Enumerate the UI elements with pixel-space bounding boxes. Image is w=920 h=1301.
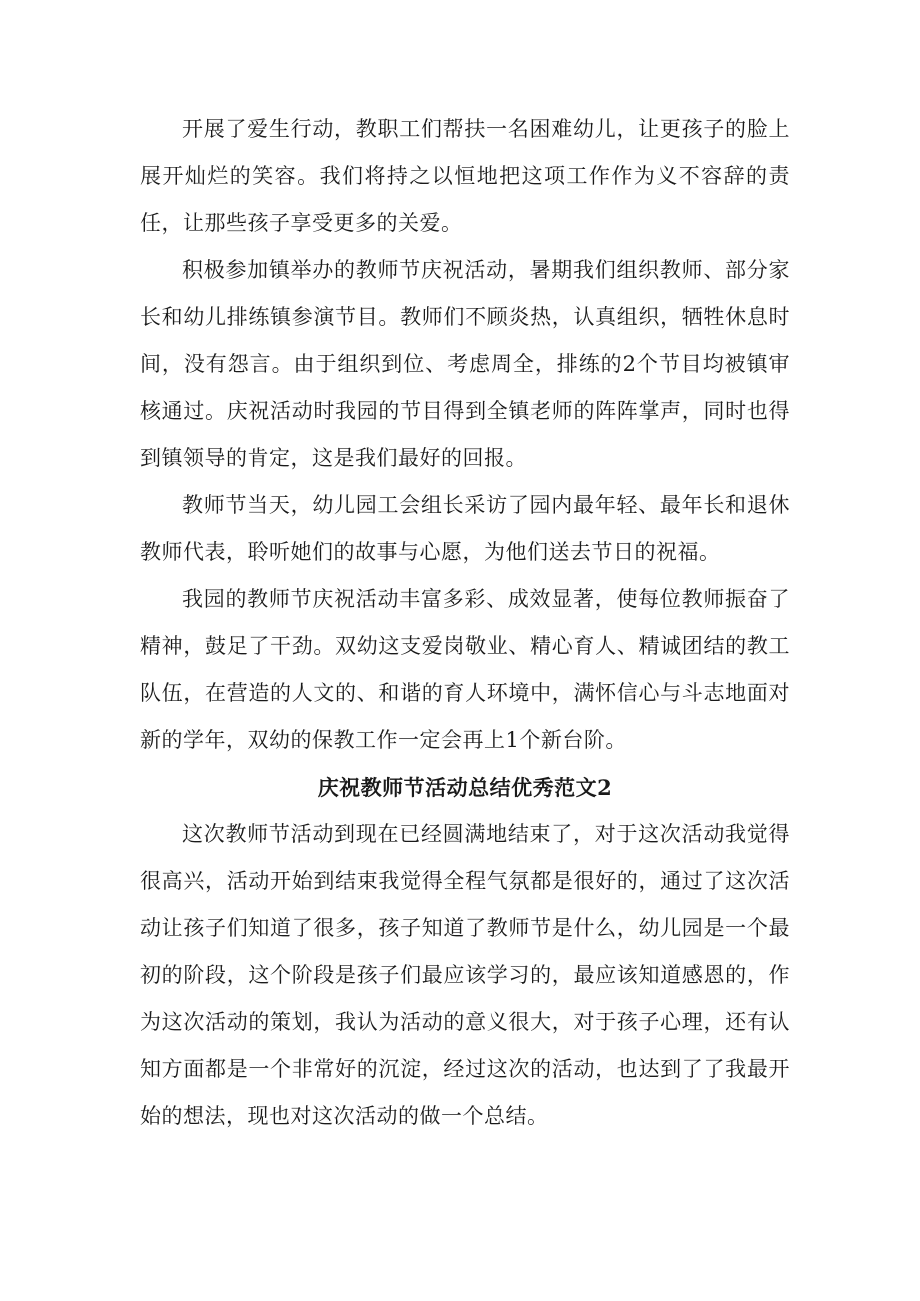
paragraph-care-action: 开展了爱生行动，教职工们帮扶一名困难幼儿，让更孩子的脸上展开灿烂的笑容。我们将持之以恒地把这项工作作为义不容辞的责任，让那些孩子享受更多的关爱。 <box>140 117 790 235</box>
paragraph-summary: 我园的教师节庆祝活动丰富多彩、成效显著，使每位教师振奋了精神，鼓足了干劲。双幼这支爱岗敬业、精心育人、精诚团结的教工队伍，在营造的人文的、和谐的育人环境中，满怀信心与斗志地面对新的学年，双幼的保教工作一定会再上1个新台阶。 <box>140 587 790 752</box>
section-heading: 庆祝教师节活动总结优秀范文2 <box>317 775 613 800</box>
document-body <box>140 106 790 1140</box>
paragraph-teacher-interviews: 教师节当天，幼儿园工会组长采访了园内最年轻、最年长和退休教师代表，聆听她们的故事与心愿，为他们送去节日的祝福。 <box>140 493 790 564</box>
paragraph-activity-review: 这次教师节活动到现在已经圆满地结束了，对于这次活动我觉得很高兴，活动开始到结束我觉得全程气氛都是很好的，通过了这次活动让孩子们知道了很多，孩子知道了教师节是什么，幼儿园是一个最初的阶段，这个阶段是孩子们最应该学习的，最应该知道感恩的，作为这次活动的策划，我认为活动的意义很大，对于孩子心理，还有认知方面都是一个非常好的沉淀，经过这次的活动，也达到了了我最开始的想法，现也对这次活动的做一个总结。 <box>140 822 790 1128</box>
paragraph-celebration-rehearsal: 积极参加镇举办的教师节庆祝活动，暑期我们组织教师、部分家长和幼儿排练镇参演节目。教师们不顾炎热，认真组织，牺牲休息时间，没有怨言。由于组织到位、考虑周全，排练的2个节目均被镇审核通过。庆祝活动时我园的节目得到全镇老师的阵阵掌声，同时也得到镇领导的肯定，这是我们最好的回报。 <box>140 258 790 470</box>
